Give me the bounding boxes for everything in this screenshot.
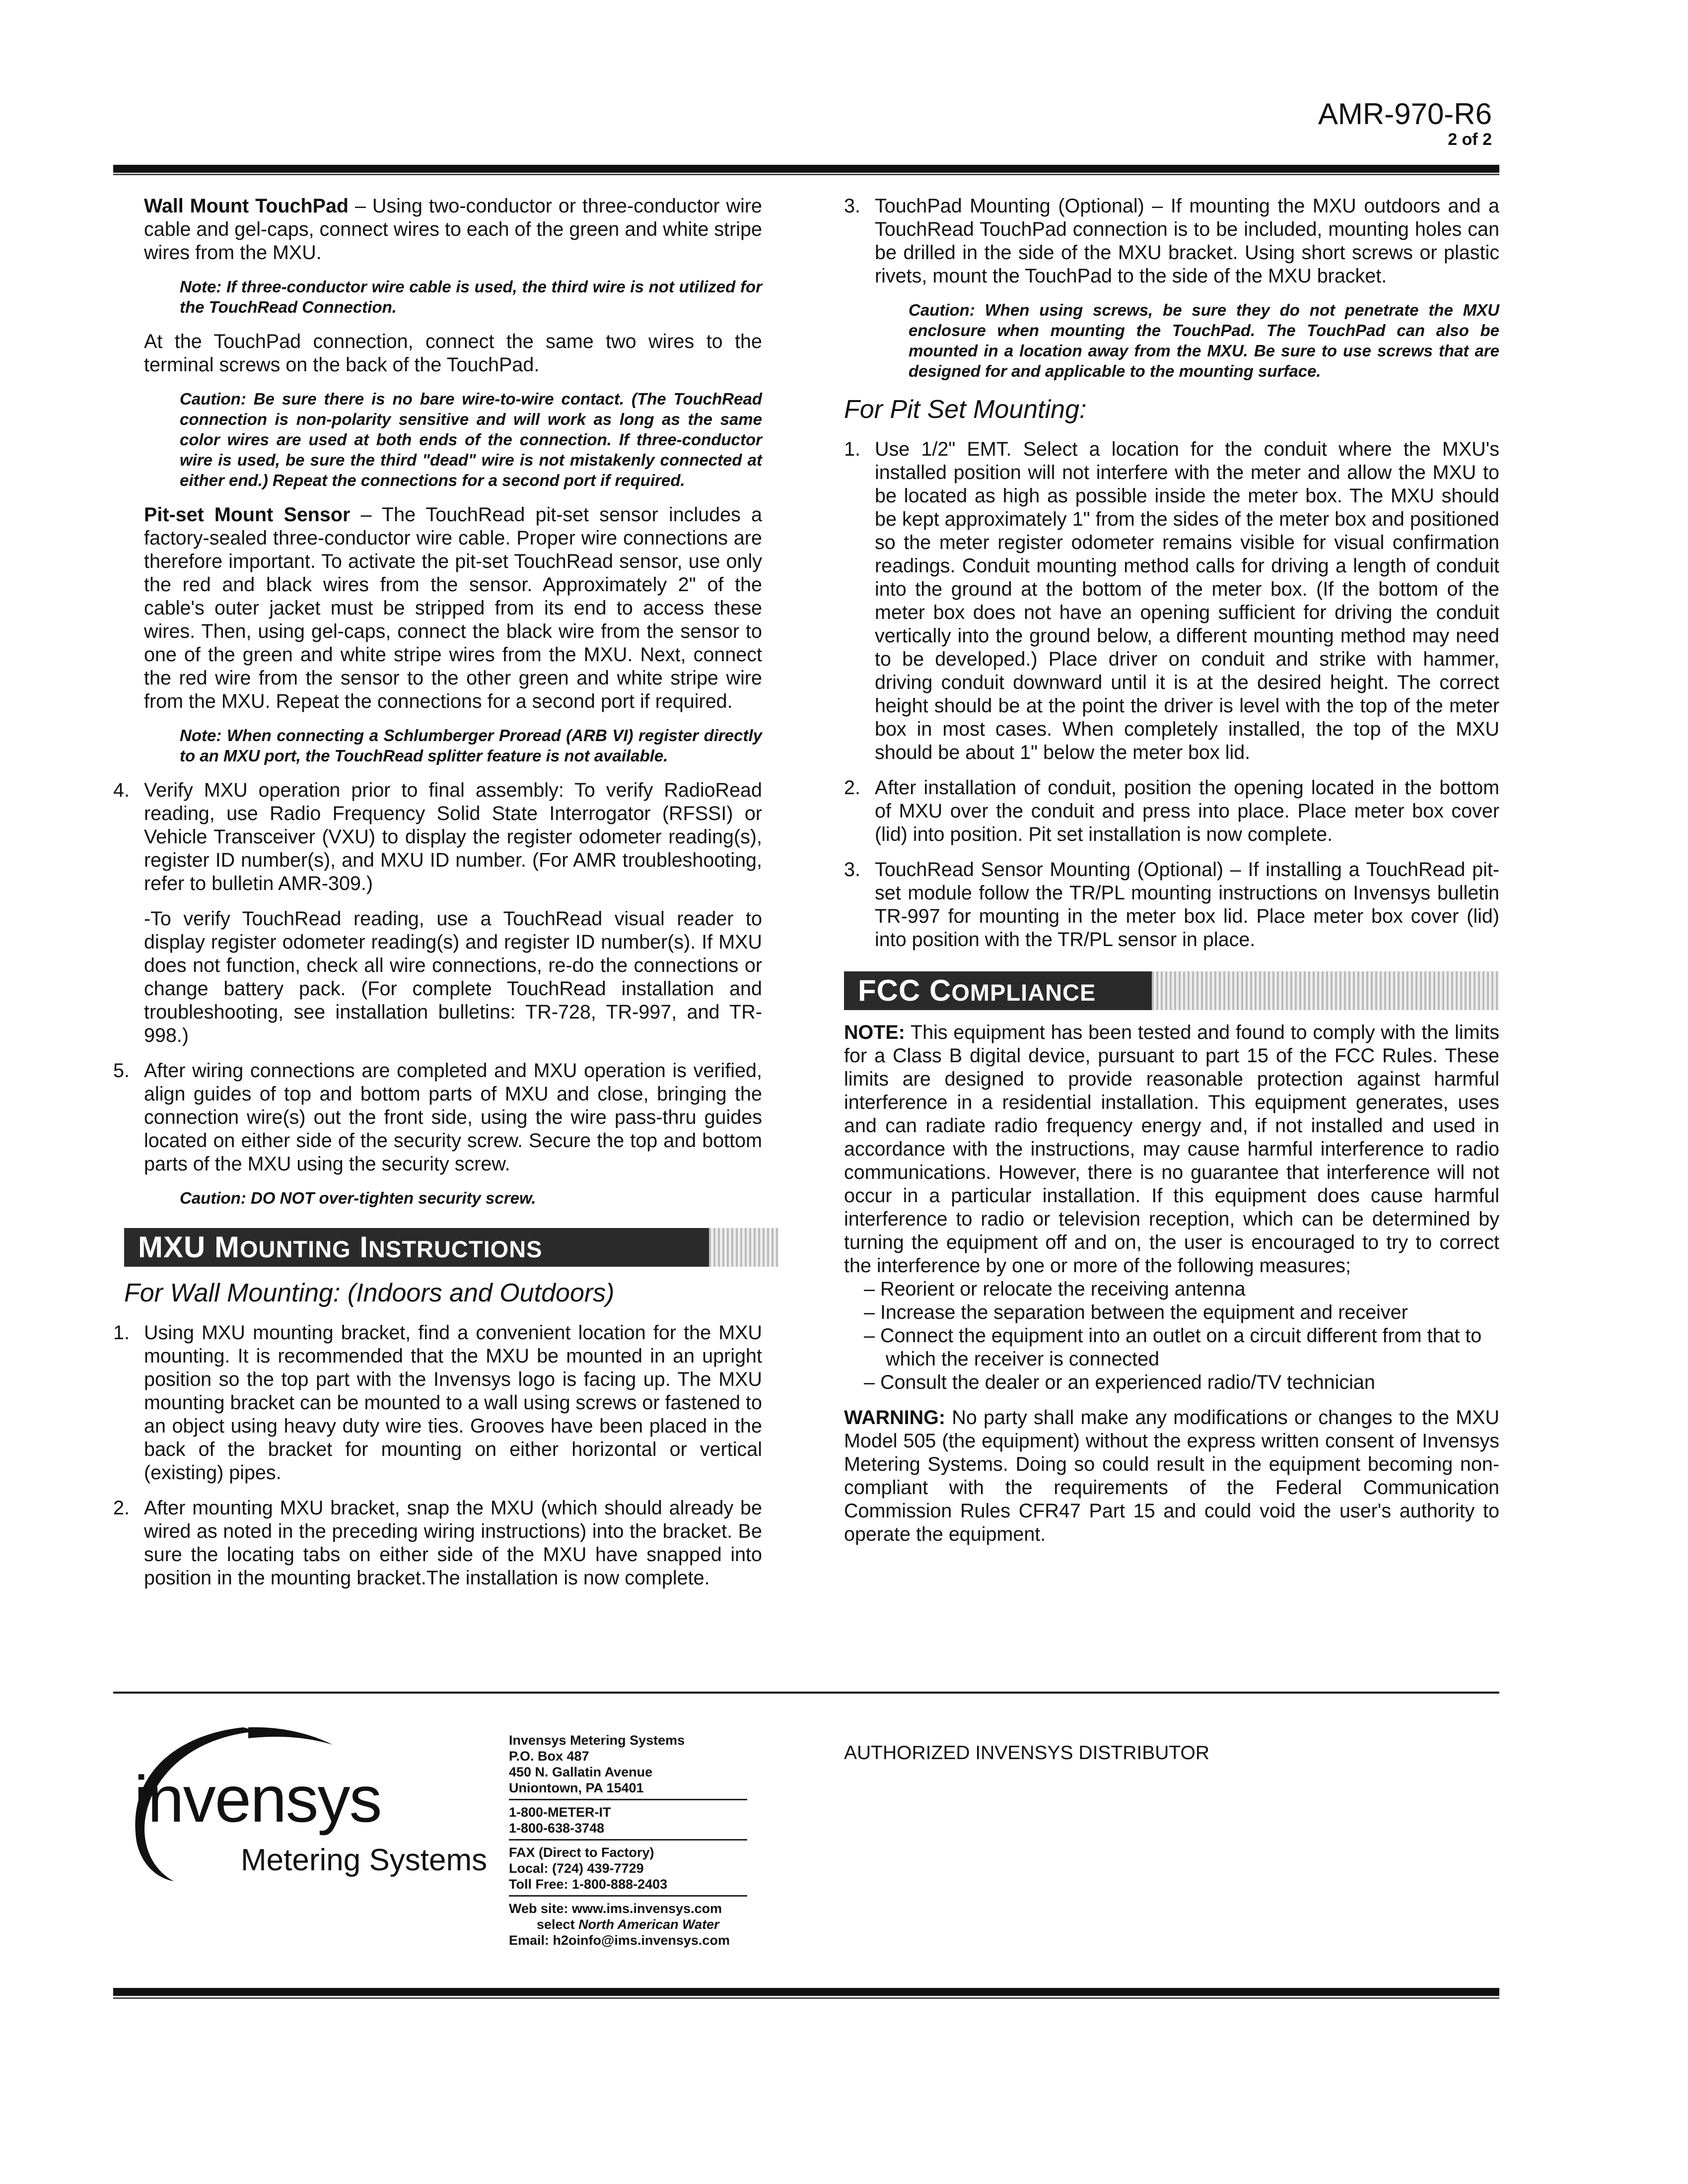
- caution-screws: Caution: When using screws, be sure they do not penetrate the MXU enclosure when mounting the TouchPad. The TouchPad can also be mounted in a location away from the MXU. Be sure to use screws that are designed for and applicable to the mounting surface.: [909, 301, 1499, 380]
- measure-item: – Consult the dealer or an experienced radio/TV technician: [864, 1371, 1375, 1393]
- pit-step-3: [844, 858, 1499, 952]
- step-5: [113, 1059, 762, 1176]
- fcc-note-lead: NOTE:: [844, 1022, 905, 1043]
- wall-touchpad-text: – Using two-conductor or three-conductor wire cable and gel-caps, connect wires to each of the green and white stripe wires from the MXU.: [144, 195, 763, 264]
- step-4-touchread: -To verify TouchRead reading, use a TouchRead visual reader to display register odometer reading(s) and register ID number(s). If MXU does not function, check all wire connections, re-do the connections or change battery pack. (For complete TouchRead installation and troubleshooting, see installation bulletins: TR-728, TR-997, and TR-998.): [144, 908, 762, 1046]
- contact-email: Email: h2oinfo@ims.invensys.com: [509, 1933, 730, 1948]
- wall-step-1-text: Using MXU mounting bracket, find a convenient location for the MXU mounting. It is recommended that the MXU be mounted in an upright position so the top part with the Invensys logo is facing up. The MXU mounting bracket can be mounted to a wall using screws or fastened to an object using heavy duty wire ties. Grooves have been placed in the back of the bracket for mounting on either horizontal or vertical (existing) pipes.: [144, 1322, 762, 1484]
- authorized-distributor: AUTHORIZED INVENSYS DISTRIBUTOR: [844, 1742, 1210, 1764]
- address-group: [509, 1732, 747, 1800]
- wall-step-2-number: 2.: [113, 1497, 130, 1519]
- step-5-number: 5.: [113, 1060, 130, 1082]
- banner-word-2-small: NSTRUCTIONS: [368, 1236, 543, 1262]
- contact-fax-toll: Toll Free: 1-800-888-2403: [509, 1877, 668, 1892]
- fcc-banner-tail: [1152, 971, 1499, 1010]
- pitset-sensor-text: – The TouchRead pit-set sensor includes a factory-sealed three-conductor wire cable. Proper wire connections are therefore important. To activate the pit-set TouchRead sensor, use only the red and black wires from the sensor. Approximately 2" of the cable's outer jacket must be stripped from its end to access these wires. Then, using gel-caps, connect the black wire from the sensor to one of the green and white stripe wires from the MXU. Next, connect the red wire from the sensor to the other green and white stripe wire from the MXU. Repeat the connections for a second port if required.: [144, 504, 762, 712]
- fcc-compliance-banner: [844, 971, 1499, 1010]
- pit-step-2: [844, 776, 1499, 846]
- touchpad-mounting-text: TouchPad Mounting (Optional) – If mounting the MXU outdoors and a TouchRead TouchPad connection is to be included, mounting holes can be drilled in the side of the MXU bracket. Using short screws or plastic rivets, mount the TouchPad to the side of the MXU bracket.: [875, 195, 1499, 287]
- pit-step-2-number: 2.: [844, 777, 860, 799]
- pit-set-heading: For Pit Set Mounting:: [844, 395, 1087, 424]
- fax-group: [509, 1844, 747, 1897]
- fcc-note-paragraph: [844, 1021, 1499, 1278]
- measure-item: – Connect the equipment into an outlet on a circuit different from that to which the receiver is connected: [864, 1325, 1482, 1370]
- fcc-note-text: This equipment has been tested and found to comply with the limits for a Class B digital device, pursuant to part 15 of the FCC Rules. These limits are designed to provide reasonable protection against harmful interference in a residential installation. This equipment generates, uses and can radiate radio frequency energy and, if not installed and used in accordance with the instructions, may cause harmful interference to radio communications. However, there is no guarantee that interference will not occur in a particular installation. If this equipment does cause harmful interference to radio or television reception, which can be determined by turning the equipment off and on, the user is encouraged to try to correct the interference by one or more of the following measures;: [844, 1022, 1499, 1277]
- wall-step-2-text: After mounting MXU bracket, snap the MXU (which should already be wired as noted in the preceding wiring instructions) into the bracket. Be sure the locating tabs on either side of the MXU have snapped into position in the mounting bracket.The installation is now complete.: [144, 1497, 762, 1589]
- contact-phone-1: 1-800-METER-IT: [509, 1805, 611, 1820]
- pitset-sensor-lead: Pit-set Mount Sensor: [144, 504, 351, 526]
- wall-step-1-number: 1.: [113, 1322, 130, 1344]
- step-4: [113, 779, 762, 1047]
- metering-systems-wordmark: Metering Systems: [241, 1843, 488, 1877]
- contact-web-select-prefix: select: [537, 1917, 579, 1932]
- bottom-rule-thin: [113, 1997, 1499, 1999]
- right-column: [844, 195, 1499, 1558]
- caution-overtighten: Caution: DO NOT over-tighten security screw.: [180, 1189, 536, 1207]
- contact-web-select: [509, 1916, 747, 1932]
- fcc-measures-list: [864, 1278, 1499, 1394]
- pit-step-3-text: TouchRead Sensor Mounting (Optional) – If installing a TouchRead pit-set module follow the TR/PL mounting instructions on Invensys bulletin TR-997 for mounting in the meter box lid. Place meter box cover (lid) into position with the TR/PL sensor in place.: [875, 859, 1499, 951]
- contact-web: Web site: www.ims.invensys.com: [509, 1901, 722, 1916]
- phone-group: [509, 1804, 747, 1841]
- contact-street: 450 N. Gallatin Avenue: [509, 1765, 653, 1779]
- header-rule: [113, 165, 1499, 173]
- mxu-mounting-banner: [124, 1228, 778, 1267]
- pitset-sensor-paragraph: [144, 503, 762, 713]
- contact-block: [509, 1732, 747, 1955]
- invensys-wordmark: invensys: [134, 1763, 381, 1836]
- pit-step-1: [844, 438, 1499, 764]
- banner-word-1-small: OUNTING: [239, 1236, 351, 1262]
- bottom-rule: [113, 1988, 1499, 1996]
- touchpad-mounting-number: 3.: [844, 195, 860, 217]
- banner-word-1: MXU M: [138, 1230, 240, 1264]
- touchpad-connection-paragraph: At the TouchPad connection, connect the same two wires to the terminal screws on the back of the TouchPad.: [144, 331, 762, 376]
- step-5-text: After wiring connections are completed and MXU operation is verified, align guides of top and bottom parts of MXU and close, bringing the connection wire(s) out the front side, using the wire pass-thru guides located on either side of the security screw. Secure the top and bottom parts of the MXU using the security screw.: [144, 1060, 762, 1175]
- step-4-text: Verify MXU operation prior to final assembly: To verify RadioRead reading, use Radio Frequency Solid State Interrogator (RFSSI) or Vehicle Transceiver (VXU) to display the register odometer reading(s), register ID number(s), and MXU ID number. (For AMR troubleshooting, refer to bulletin AMR-309.): [144, 779, 762, 894]
- contact-po-box: P.O. Box 487: [509, 1749, 589, 1764]
- fcc-banner-word-1: FCC C: [858, 974, 952, 1007]
- warning-text: No party shall make any modifications or changes to the MXU Model 505 (the equipment) without the express written consent of Invensys Metering Systems. Doing so could result in the equipment becoming non-compliant with the requirements of the Federal Communication Commission Rules CFR47 Part 15 and could void the user's authority to operate the equipment.: [844, 1407, 1499, 1545]
- header-rule-thin: [113, 174, 1499, 175]
- footer-rule: [113, 1692, 1499, 1694]
- wall-mounting-heading: For Wall Mounting: (Indoors and Outdoors): [124, 1279, 615, 1307]
- contact-fax-local: Local: (724) 439-7729: [509, 1861, 644, 1876]
- pit-step-3-number: 3.: [844, 859, 860, 881]
- document-number: AMR-970-R6: [1318, 97, 1492, 131]
- contact-web-select-em: North American Water: [578, 1917, 719, 1932]
- banner-tail: [709, 1228, 778, 1267]
- wall-step-2: [113, 1497, 762, 1590]
- contact-fax-label: FAX (Direct to Factory): [509, 1845, 654, 1860]
- touchpad-mounting-step: [844, 195, 1499, 288]
- note-schlumberger: Note: When connecting a Schlumberger Proread (ARB VI) register directly to an MXU port, the TouchRead splitter feature is not available.: [180, 726, 762, 765]
- web-group: [509, 1901, 747, 1951]
- measure-item: – Increase the separation between the equipment and receiver: [864, 1301, 1408, 1323]
- warning-lead: WARNING:: [844, 1407, 946, 1429]
- pit-step-1-number: 1.: [844, 438, 860, 460]
- wall-touchpad-paragraph: [144, 195, 762, 265]
- banner-word-2: I: [351, 1230, 369, 1264]
- left-column: [113, 195, 763, 1602]
- note-three-conductor: Note: If three-conductor wire cable is used, the third wire is not utilized for the TouchRead Connection.: [180, 277, 762, 316]
- warning-paragraph: [844, 1406, 1499, 1546]
- wall-step-1: [113, 1321, 762, 1485]
- pit-step-2-text: After installation of conduit, position the opening located in the bottom of MXU over the conduit and press into place. Place meter box cover (lid) into position. Pit set installation is now complete.: [875, 777, 1499, 845]
- step-4-number: 4.: [113, 779, 130, 801]
- fcc-banner-word-1-small: OMPLIANCE: [951, 979, 1096, 1006]
- wall-touchpad-lead: Wall Mount TouchPad: [144, 195, 349, 217]
- measure-item: – Reorient or relocate the receiving antenna: [864, 1278, 1246, 1300]
- page-count: 2 of 2: [1448, 130, 1492, 149]
- caution-bare-wire: Caution: Be sure there is no bare wire-to-wire contact. (The TouchRead connection is non-polarity sensitive and will work as long as the same color wires are used at both ends of the connection. If three-conductor wire is used, be sure the third "dead" wire is not mistakenly connected at either end.) Repeat the connections for a second port if required.: [180, 390, 762, 489]
- pit-step-1-text: Use 1/2" EMT. Select a location for the conduit where the MXU's installed position will not interfere with the meter and allow the MXU to be located as high as possible inside the meter box. The MXU should be kept approximately 1" from the sides of the meter box and positioned so the meter register odometer remains visible for visual confirmation readings. Conduit mounting method calls for driving a length of conduit into the ground at the bottom of the meter box. (If the bottom of the meter box does not have an opening sufficient for driving the conduit vertically into the ground below, a different mounting method may need to be developed.) Place driver on conduit and strike with hammer, driving conduit downward until it is at the desired height. The correct height should be at the point the driver is level with the top of the meter box in most cases. When completely installed, the top of the MXU should be about 1" below the meter box lid.: [875, 438, 1499, 763]
- contact-city: Uniontown, PA 15401: [509, 1780, 644, 1795]
- contact-phone-2: 1-800-638-3748: [509, 1821, 605, 1836]
- contact-company: Invensys Metering Systems: [509, 1733, 685, 1748]
